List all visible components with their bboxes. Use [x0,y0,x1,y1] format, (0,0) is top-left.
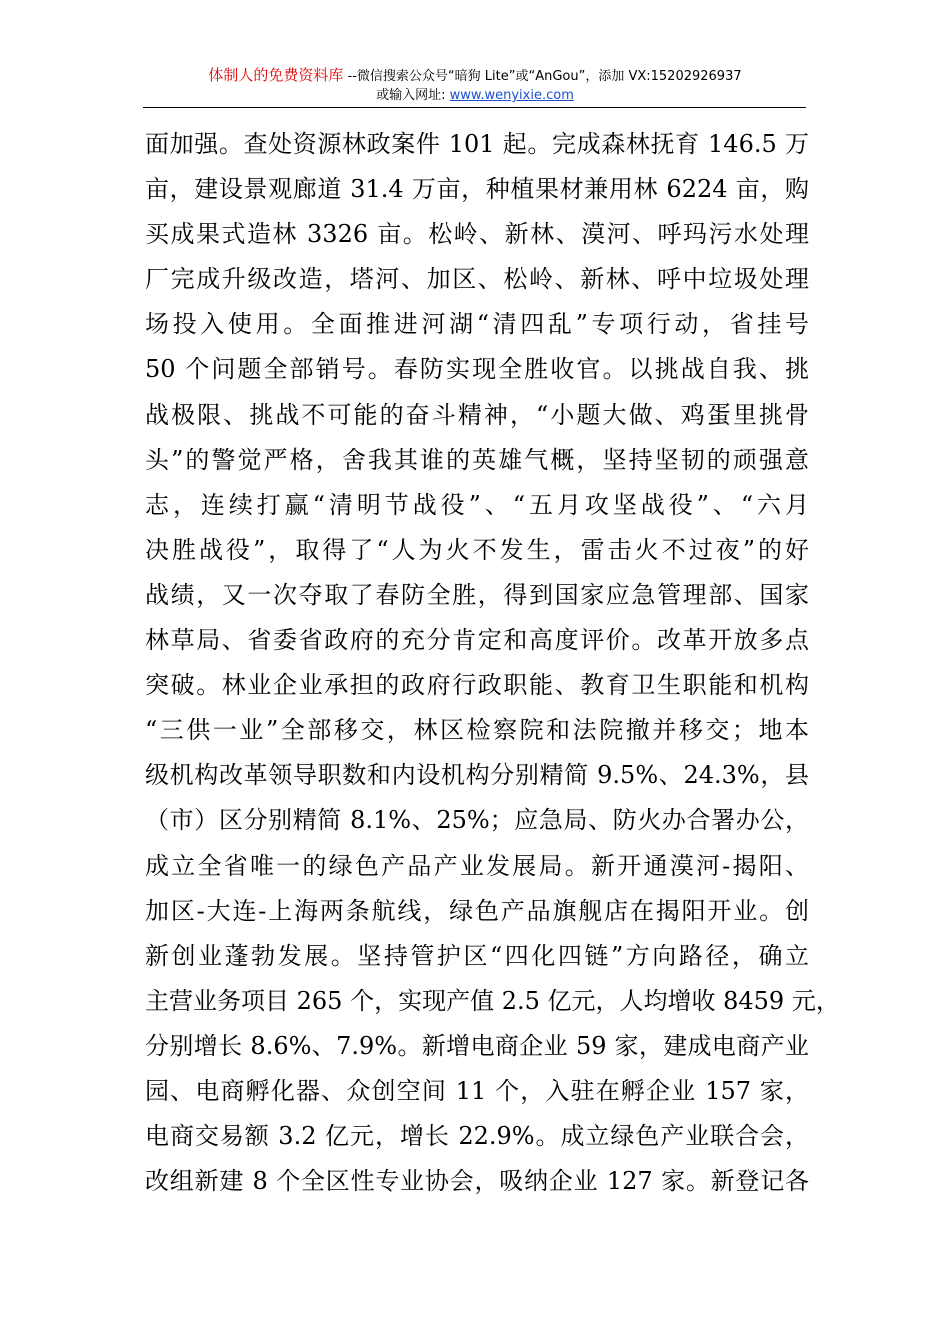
document-body [145,122,840,1204]
header-line-2 [0,87,950,105]
body-line: 电商交易额 3.2 亿元，增长 22.9%。成立绿色产业联合会， [145,1122,809,1151]
body-line: 志，连续打赢“清明节战役”、“五月攻坚战役”、“六月 [145,490,809,519]
body-line: 买成果式造林 3326 亩。松岭、新林、漠河、呼玛污水处理 [145,220,809,249]
body-line: 头”的警觉严格，舍我其谁的英雄气概，坚持坚韧的顽强意 [145,445,809,474]
body-line: 园、电商孵化器、众创空间 11 个，入驻在孵企业 157 家， [145,1076,809,1105]
body-line: 林草局、省委省政府的充分肯定和高度评价。改革开放多点 [145,626,809,655]
body-line: 厂完成升级改造，塔河、加区、松岭、新林、呼中垃圾处理 [145,265,809,294]
header-info: --微信搜索公众号“暗狗 Lite”或“AnGou”，添加 VX:15202926937 [343,69,742,84]
body-line: 面加强。查处资源林政案件 101 起。完成森林抚育 146.5 万 [145,130,809,158]
header-url-prefix: 或输入网址: [376,88,450,103]
header-line-1 [0,66,950,86]
body-line: 亩，建设景观廊道 31.4 万亩，种植果材兼用林 6224 亩，购 [145,175,809,204]
body-line: 决胜战役”，取得了“人为火不发生，雷击火不过夜”的好 [145,535,809,564]
body-line: 主营业务项目 265 个，实现产值 2.5 亿元，人均增收 8459 元， [145,986,840,1015]
header-url-link[interactable]: www.wenyixie.com [449,88,574,103]
body-line: 战极限、挑战不可能的奋斗精神，“小题大做、鸡蛋里挑骨 [145,400,809,429]
body-line: 新创业蓬勃发展。坚持管护区“四化四链”方向路径，确立 [145,941,809,970]
body-line: 突破。林业企业承担的政府行政职能、教育卫生职能和机构 [145,671,809,700]
header-divider [143,107,806,108]
header-brand: 体制人的免费资料库 [208,66,344,84]
body-line: 50 个问题全部销号。春防实现全胜收官。以挑战自我、挑 [145,355,809,384]
body-line: （市）区分别精简 8.1%、25%；应急局、防火办合署办公， [145,806,809,835]
body-line: 成立全省唯一的绿色产品产业发展局。新开通漠河-揭阳、 [145,851,809,880]
body-line: 加区-大连-上海两条航线，绿色产品旗舰店在揭阳开业。创 [145,896,809,925]
body-line: 分别增长 8.6%、7.9%。新增电商企业 59 家，建成电商产业 [145,1031,809,1060]
body-line: “三供一业”全部移交，林区检察院和法院撤并移交；地本 [145,716,809,745]
body-line: 级机构改革领导职数和内设机构分别精简 9.5%、24.3%，县 [145,761,809,790]
page-header [0,66,950,105]
body-line: 改组新建 8 个全区性专业协会，吸纳企业 127 家。新登记各 [145,1167,809,1196]
body-line: 战绩，又一次夺取了春防全胜，得到国家应急管理部、国家 [145,580,809,609]
body-line: 场投入使用。全面推进河湖“清四乱”专项行动，省挂号 [145,310,809,339]
